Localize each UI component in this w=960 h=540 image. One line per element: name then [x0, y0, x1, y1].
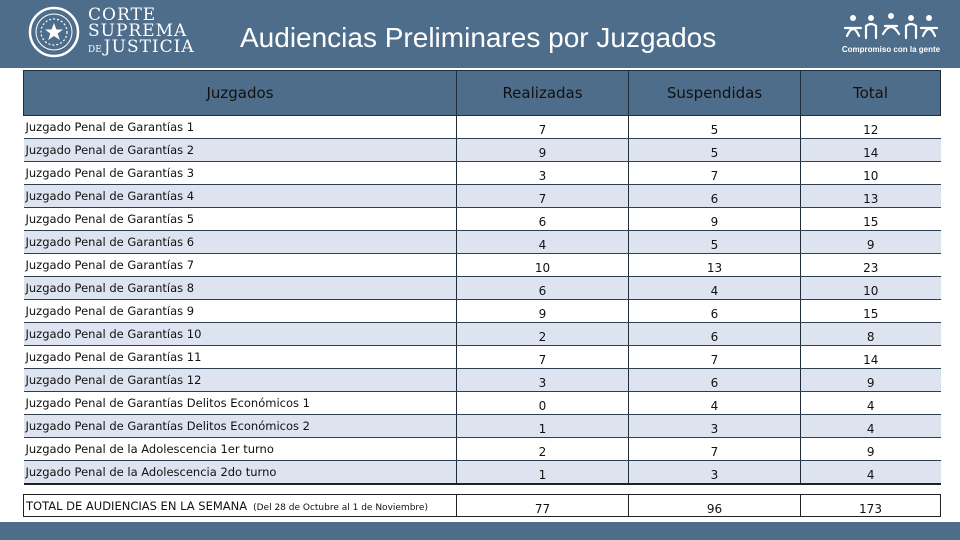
- seal-icon: [28, 6, 80, 58]
- realizadas-cell: 0: [457, 392, 629, 415]
- total-cell: 14: [801, 139, 941, 162]
- slogan-logo: [836, 12, 946, 54]
- suspendidas-cell: 13: [629, 254, 801, 277]
- total-table: [23, 494, 941, 517]
- table-row: [24, 162, 941, 185]
- table-row: [24, 139, 941, 162]
- suspendidas-cell: 9: [629, 208, 801, 231]
- institution-line-3: JUSTICIA: [103, 36, 195, 57]
- total-cell: 13: [801, 185, 941, 208]
- suspendidas-cell: 5: [629, 231, 801, 254]
- institution-line-2: SUPREMA: [88, 20, 188, 41]
- total-cell: 9: [801, 231, 941, 254]
- total-cell: 12: [801, 116, 941, 139]
- realizadas-cell: 1: [457, 461, 629, 485]
- total-label: TOTAL DE AUDIENCIAS EN LA SEMANA: [26, 498, 248, 513]
- realizadas-cell: 7: [457, 116, 629, 139]
- total-cell: 4: [801, 392, 941, 415]
- suspendidas-cell: 3: [629, 461, 801, 485]
- column-header-total: Total: [801, 71, 941, 116]
- total-realizadas: 77: [457, 495, 629, 517]
- table-row: [24, 461, 941, 485]
- total-cell: 9: [801, 438, 941, 461]
- juzgado-cell: Juzgado Penal de Garantías 4: [24, 185, 457, 208]
- suspendidas-cell: 3: [629, 415, 801, 438]
- table-row: [24, 392, 941, 415]
- table-row: [24, 300, 941, 323]
- juzgado-cell: Juzgado Penal de Garantías 5: [24, 208, 457, 231]
- suspendidas-cell: 5: [629, 139, 801, 162]
- institution-line-1: CORTE: [88, 4, 157, 25]
- realizadas-cell: 7: [457, 346, 629, 369]
- total-cell: 23: [801, 254, 941, 277]
- table-row: [24, 277, 941, 300]
- suspendidas-cell: 6: [629, 323, 801, 346]
- suspendidas-cell: 7: [629, 162, 801, 185]
- header-banner: [0, 0, 960, 68]
- realizadas-cell: 4: [457, 231, 629, 254]
- page-title: Audiencias Preliminares por Juzgados: [240, 22, 717, 53]
- table-row: [24, 323, 941, 346]
- court-logo: [28, 6, 195, 58]
- slogan-text: Compromiso con la gente: [841, 45, 941, 54]
- realizadas-cell: 10: [457, 254, 629, 277]
- suspendidas-cell: 6: [629, 300, 801, 323]
- juzgado-cell: Juzgado Penal de Garantías 2: [24, 139, 457, 162]
- juzgado-cell: Juzgado Penal de Garantías 1: [24, 116, 457, 139]
- juzgado-cell: Juzgado Penal de Garantías 8: [24, 277, 457, 300]
- table-row: [24, 415, 941, 438]
- suspendidas-cell: 6: [629, 185, 801, 208]
- juzgado-cell: Juzgado Penal de Garantías 3: [24, 162, 457, 185]
- table-row: [24, 231, 941, 254]
- juzgado-cell: Juzgado Penal de Garantías Delitos Económicos 2: [24, 415, 457, 438]
- suspendidas-cell: 7: [629, 438, 801, 461]
- juzgado-cell: Juzgado Penal de Garantías 9: [24, 300, 457, 323]
- total-row: [24, 495, 941, 517]
- total-suspendidas: 96: [629, 495, 801, 517]
- suspendidas-cell: 5: [629, 116, 801, 139]
- total-period-note: (Del 28 de Octubre al 1 de Noviembre): [253, 502, 428, 513]
- realizadas-cell: 6: [457, 208, 629, 231]
- institution-prefix: DE: [88, 44, 102, 55]
- juzgado-cell: Juzgado Penal de Garantías 10: [24, 323, 457, 346]
- total-label-cell: [24, 495, 457, 517]
- column-header-realizadas: Realizadas: [457, 71, 629, 116]
- juzgado-cell: Juzgado Penal de Garantías Delitos Económicos 1: [24, 392, 457, 415]
- realizadas-cell: 9: [457, 139, 629, 162]
- suspendidas-cell: 6: [629, 369, 801, 392]
- table-row: [24, 116, 941, 139]
- realizadas-cell: 7: [457, 185, 629, 208]
- table-row: [24, 254, 941, 277]
- hearings-table: [23, 70, 941, 485]
- total-total: 173: [801, 495, 941, 517]
- realizadas-cell: 2: [457, 438, 629, 461]
- table-row: [24, 438, 941, 461]
- total-cell: 4: [801, 415, 941, 438]
- table-header-row: [24, 71, 941, 116]
- realizadas-cell: 3: [457, 369, 629, 392]
- juzgado-cell: Juzgado Penal de la Adolescencia 1er turno: [24, 438, 457, 461]
- realizadas-cell: 1: [457, 415, 629, 438]
- total-cell: 14: [801, 346, 941, 369]
- people-icon: [839, 12, 943, 42]
- total-cell: 15: [801, 208, 941, 231]
- total-cell: 10: [801, 162, 941, 185]
- juzgado-cell: Juzgado Penal de Garantías 12: [24, 369, 457, 392]
- realizadas-cell: 9: [457, 300, 629, 323]
- juzgado-cell: Juzgado Penal de la Adolescencia 2do turno: [24, 461, 457, 485]
- table-body: [24, 116, 941, 485]
- suspendidas-cell: 4: [629, 392, 801, 415]
- total-cell: 15: [801, 300, 941, 323]
- table-row: [24, 346, 941, 369]
- footer-bar: [0, 522, 960, 540]
- total-cell: 4: [801, 461, 941, 485]
- realizadas-cell: 3: [457, 162, 629, 185]
- juzgado-cell: Juzgado Penal de Garantías 7: [24, 254, 457, 277]
- suspendidas-cell: 4: [629, 277, 801, 300]
- column-header-suspendidas: Suspendidas: [629, 71, 801, 116]
- table-row: [24, 369, 941, 392]
- juzgado-cell: Juzgado Penal de Garantías 6: [24, 231, 457, 254]
- table-row: [24, 208, 941, 231]
- realizadas-cell: 2: [457, 323, 629, 346]
- juzgado-cell: Juzgado Penal de Garantías 11: [24, 346, 457, 369]
- total-cell: 8: [801, 323, 941, 346]
- total-cell: 9: [801, 369, 941, 392]
- total-cell: 10: [801, 277, 941, 300]
- table-row: [24, 185, 941, 208]
- column-header-juzgados: Juzgados: [24, 71, 457, 116]
- realizadas-cell: 6: [457, 277, 629, 300]
- suspendidas-cell: 7: [629, 346, 801, 369]
